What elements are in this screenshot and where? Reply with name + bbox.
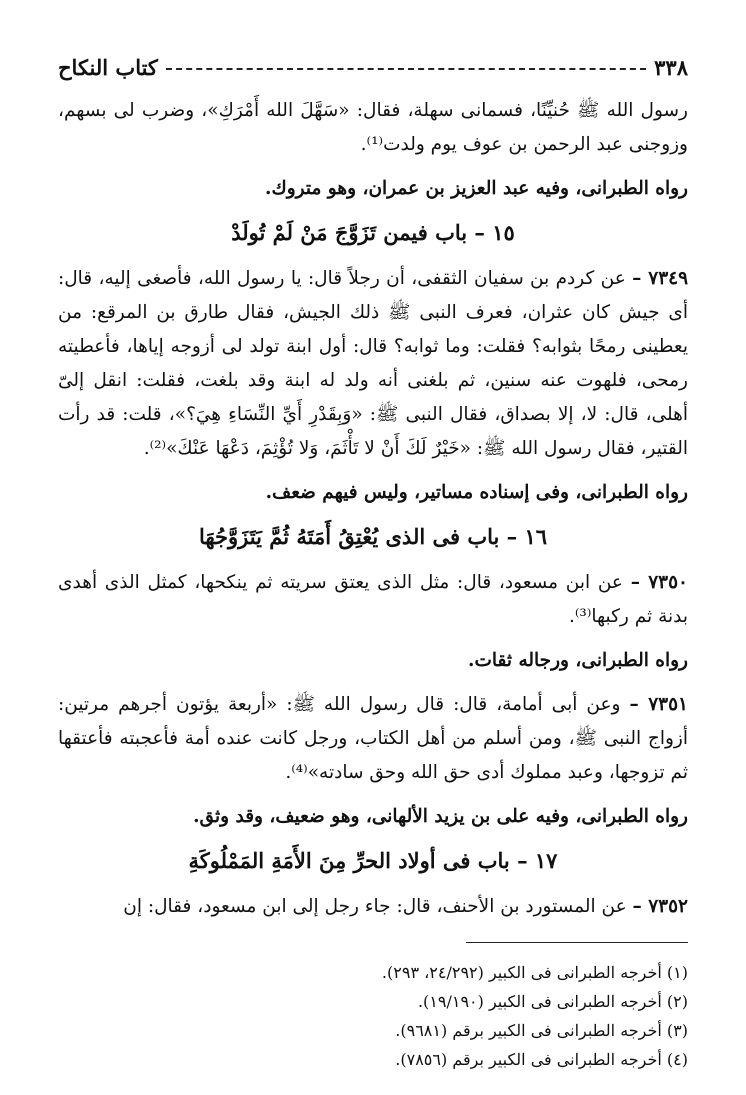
hadith-text: عن المستورد بن الأحنف، قال: جاء رجل إلى ابن مسعود، فقال: إن [123, 896, 627, 917]
hadith-number: ٧٣٥٢ – [632, 896, 688, 917]
page-header [58, 52, 688, 82]
chapter-heading-16: ١٦ – باب فى الذى يُعْتِقُ أَمَتَهُ ثُمَّ يَتَزَوَّجُهَا [198, 524, 548, 549]
header-divider [166, 68, 646, 70]
footnote-separator [466, 942, 688, 943]
chapter-heading-15: ١٥ – باب فيمن تَزَوَّجَ مَنْ لَمْ تُولَدْ [231, 220, 515, 245]
hadith-text: وعن أبى أمامة، قال: قال رسول الله ﷺ: «أربعة يؤتون أجرهم مرتين: أزواج النبى ﷺ، ومن أسلم من أهل الكتاب، ورجل كانت عنده أمة فأعجبته فأعتقها ثم تزوجها، وعبد مملوك أدى حق الله وحق سادته»⁽⁴⁾. [58, 694, 688, 783]
footnotes [58, 958, 688, 1074]
chapter-heading-17: ١٧ – باب فى أولاد الحرِّ مِنَ الأَمَةِ المَمْلُوكَةِ [188, 848, 558, 873]
footnote-item: (٣) أخرجه الطبرانى فى الكبير برقم (٩٦٨١). [395, 1021, 688, 1040]
hadith-text: عن ابن مسعود، قال: مثل الذى يعتق سريته ثم ينكحها، كمثل الذى أهدى بدنة ثم ركبها⁽³⁾. [58, 572, 688, 627]
narration-note: رواه الطبرانى، وفيه عبد العزيز بن عمران، وهو متروك. [265, 178, 688, 199]
footnote-item: (١) أخرجه الطبرانى فى الكبير (٢٤/٢٩٢، ٢٩٣). [381, 963, 688, 982]
hadith-number: ٧٣٥١ – [629, 694, 688, 715]
paragraph-continuation: رسول الله ﷺ حُنيِّنًا، فسمانى سهلة، فقال: «سَهَّلَ الله أَمْرَكِ»، وضرب لى بسهم، وزوجنى عبد الرحمن بن عوف يوم ولدت⁽¹⁾. [58, 100, 688, 155]
book-title: كتاب النكاح [58, 54, 158, 80]
narration-note: رواه الطبرانى، ورجاله ثقات. [468, 650, 688, 671]
hadith-7350 [58, 566, 688, 634]
hadith-7351 [58, 688, 688, 790]
hadith-7352 [58, 890, 688, 924]
main-text [58, 94, 688, 924]
hadith-number: ٧٣٥٠ – [630, 572, 688, 593]
page-number: ٣٣٨ [654, 54, 688, 80]
footnote-item: (٤) أخرجه الطبرانى فى الكبير برقم (٧٨٥٦). [395, 1050, 688, 1069]
hadith-text: عن كردم بن سفيان الثقفى، أن رجلاً قال: يا رسول الله، فأصغى إليه، قال: أى جيش كان عثران، فعرف النبى ﷺ ذلك الجيش، فقال طارق بن المرقع: من يعطينى رمحًا بثوابه؟ فقلت: وما ثوابه؟ قال: أول ابنة تولد لى أزوجه إياها، فأعطيته رمحى، فلهوت عنه سنين، ثم بلغنى أنه ولد له ابنة وقد بلغت، فقلت: انقل إلىّ أهلى، قال: لا، إلا بصداق، فقال النبى ﷺ: «وَبِقَدْرِ أَيِّ النِّسَاءِ هِيَ؟»، قلت: قد رأت القتير، فقال رسول الله ﷺ: «خَيْرٌ لَكَ أَنْ لا تَأْثَمَ، وَلا تُؤْثِمَ، دَعْهَا عَنْكَ»⁽²⁾. [58, 268, 688, 459]
narration-note: رواه الطبرانى، وفيه على بن يزيد الألهانى، وهو ضعيف، وقد وثق. [193, 806, 688, 827]
narration-note: رواه الطبرانى، وفى إسناده مساتير، وليس فيهم ضعف. [265, 482, 688, 503]
hadith-number: ٧٣٤٩ – [632, 268, 689, 289]
footnote-item: (٢) أخرجه الطبرانى فى الكبير (١٩/١٩٠). [417, 992, 688, 1011]
hadith-7349 [58, 262, 688, 466]
